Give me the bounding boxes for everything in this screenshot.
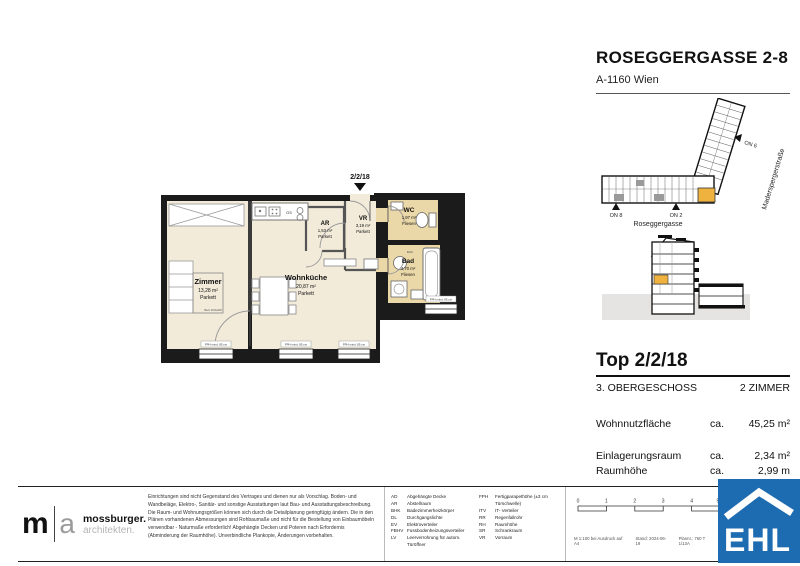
- svg-text:Parkett: Parkett: [356, 229, 370, 234]
- svg-text:BHK: BHK: [406, 250, 414, 254]
- entrance-marker-icon: [354, 183, 366, 191]
- legal-text: Einrichtungen sind nicht Gegenstand des Vertrages und dienen nur als Vorschlag. Boden- und Wandbeläge, Elektro-, Sanitär- und sonstige Ausstattungen laut Bau- und Ausstattungsbeschreibung. Die Raum- und Wohnungsgrößen können sich durch die Detailplanung geringfügig ändern. Die in den Plänen vorhandenen Abmessungen sind Rohbaumaße und nicht für die Bestellung von Einbaumöbeln verwendbar - Naturmaße erforderlich! Abgehängte Decken und Poteren nach Erfordernis (Abminderung der Raumhöhe). Unverbindliche Plankopie, Änderungen vorbehalten.: [148, 494, 374, 539]
- legend-row: FPH Fertigparapethöhe (±3 cm Türschwelle): [479, 494, 548, 506]
- svg-text:Parkett: Parkett: [318, 234, 332, 239]
- unit-room-count: 2 ZIMMER: [739, 382, 790, 394]
- site-plan: [596, 98, 792, 230]
- legend-row: ITV IT- Verteiler: [479, 507, 519, 513]
- ehl-roof-icon: [726, 492, 792, 517]
- svg-text:FPH mind. 85 cm: FPH mind. 85 cm: [204, 342, 228, 347]
- label-wc: WC: [403, 207, 415, 214]
- unit-title: Top 2/2/18: [596, 350, 790, 377]
- bathtub-icon: [423, 248, 440, 300]
- legend-row: LV Leerverrohrung für autom. Türöffner: [391, 535, 461, 548]
- title-block: [596, 48, 790, 94]
- floor-plan-drawing: [148, 163, 480, 411]
- ehl-text: EHL: [724, 522, 791, 558]
- label-bad: Bad: [401, 258, 415, 265]
- on2-marker-icon: [672, 203, 680, 210]
- footer: [18, 486, 782, 562]
- site-main-building: [602, 176, 714, 203]
- section-building: [652, 235, 745, 314]
- label-ar: AR: [320, 221, 330, 227]
- dining-table-icon: [252, 277, 296, 315]
- logo-a: a: [59, 508, 75, 539]
- print-scale: M 1:100 bei Ausdruck auf A4: [574, 536, 623, 546]
- legend-row: RR Regenfallrohr: [479, 514, 523, 520]
- legend-row: DL Durchgangslichte: [391, 514, 443, 520]
- svg-text:2: 2: [633, 498, 637, 505]
- svg-text:3,19 m²: 3,19 m²: [355, 223, 371, 228]
- toilet-icon: [416, 213, 436, 228]
- sideboard-icon: [324, 259, 356, 266]
- on2-label: ON 2: [669, 213, 683, 219]
- legend-row: SR Schrankraum: [479, 528, 523, 534]
- svg-text:13,28 m²: 13,28 m²: [198, 288, 218, 294]
- label-wohnkueche: Wohnküche: [284, 273, 328, 282]
- door-gap-entrance: [350, 194, 370, 201]
- svg-text:Parkett: Parkett: [200, 295, 216, 301]
- architect-name: mossburger.: [82, 512, 146, 525]
- on6-label: ON 6: [743, 140, 758, 150]
- gastherme-box: [364, 259, 378, 269]
- architect-logo: [18, 487, 146, 561]
- kitchen-counter-icon: [252, 203, 308, 221]
- architect-sub: architekten.: [82, 524, 135, 536]
- bad-cabinet-icon: [411, 290, 423, 299]
- svg-text:3: 3: [661, 498, 665, 505]
- svg-text:Parkett: Parkett: [298, 291, 314, 297]
- svg-text:1,53 m²: 1,53 m²: [317, 228, 333, 233]
- street-roseggergasse: Roseggergasse: [633, 221, 683, 228]
- scale-block: [566, 487, 716, 561]
- svg-text:4,70 m²: 4,70 m²: [400, 266, 416, 271]
- legend-row: RH Raumhöhe: [479, 521, 518, 527]
- legend-row: AD Abgehängte Decke: [391, 494, 447, 499]
- legend-row: AR Abstellraum: [391, 500, 432, 506]
- print-info: [574, 536, 716, 546]
- unit-floor: 3. OBERGESCHOSS: [596, 382, 697, 394]
- label-zimmer: Zimmer: [194, 277, 222, 286]
- legend-row: FBHV Fussbodenheizungsverteiler: [391, 528, 465, 534]
- project-address: A-1160 Wien: [596, 74, 659, 86]
- title-divider: [596, 93, 790, 94]
- door-gap-wc: [376, 208, 388, 222]
- site-highlight-unit: [698, 188, 715, 202]
- svg-text:1: 1: [605, 498, 608, 505]
- svg-text:0: 0: [576, 498, 580, 505]
- logo-m: m: [22, 507, 49, 540]
- metric-row: Raumhöhe ca. 2,99 m: [596, 465, 790, 477]
- shelf-icon: [169, 261, 193, 313]
- on8-marker-icon: [612, 203, 620, 210]
- svg-text:FPH mind. 85 cm: FPH mind. 85 cm: [284, 342, 308, 347]
- print-date: Stand: 2024-06-19: [635, 536, 667, 546]
- legend-row: EV Elektroverteiler: [391, 521, 438, 527]
- metric-row: Einlagerungsraum ca. 2,34 m²: [596, 450, 790, 462]
- svg-text:1,97 m²: 1,97 m²: [401, 215, 417, 220]
- svg-text:4: 4: [690, 498, 693, 505]
- scale-bar: [574, 497, 724, 517]
- print-plan-number: Plannr.: 760 T 1/13A: [678, 536, 706, 546]
- logo-divider: [54, 506, 55, 542]
- svg-text:Bett 160x200: Bett 160x200: [204, 308, 222, 312]
- wardrobe-icon: [169, 204, 244, 226]
- label-vr: VR: [358, 216, 368, 222]
- svg-text:Fliesen: Fliesen: [401, 272, 415, 277]
- gs-label: GS: [286, 210, 292, 215]
- svg-text:20,87 m²: 20,87 m²: [296, 284, 316, 290]
- on8-label: ON 8: [609, 213, 623, 219]
- svg-text:FPH mind. 85 cm: FPH mind. 85 cm: [429, 297, 453, 302]
- project-title: ROSEGGERGASSE 2-8: [596, 48, 789, 67]
- legend-row: BHK Badezimmerheizkörper: [391, 507, 455, 513]
- metric-row: Wohnnutzfläche ca. 45,25 m²: [596, 418, 790, 430]
- building-section: [600, 232, 790, 332]
- unit-info-block: [596, 350, 790, 485]
- svg-text:Fliesen: Fliesen: [402, 221, 416, 226]
- section-highlight-unit: [654, 275, 668, 284]
- street-maderspergerstrasse: Maderspergerstraße: [761, 147, 787, 211]
- washing-machine-icon: [391, 281, 407, 297]
- legend-row: VR Vorraum: [479, 535, 513, 541]
- abbreviation-legend: [384, 487, 566, 561]
- svg-text:FPH mind. 85 cm: FPH mind. 85 cm: [342, 342, 366, 347]
- ehl-logo: [718, 479, 800, 563]
- unit-label: 2/2/18: [350, 174, 370, 181]
